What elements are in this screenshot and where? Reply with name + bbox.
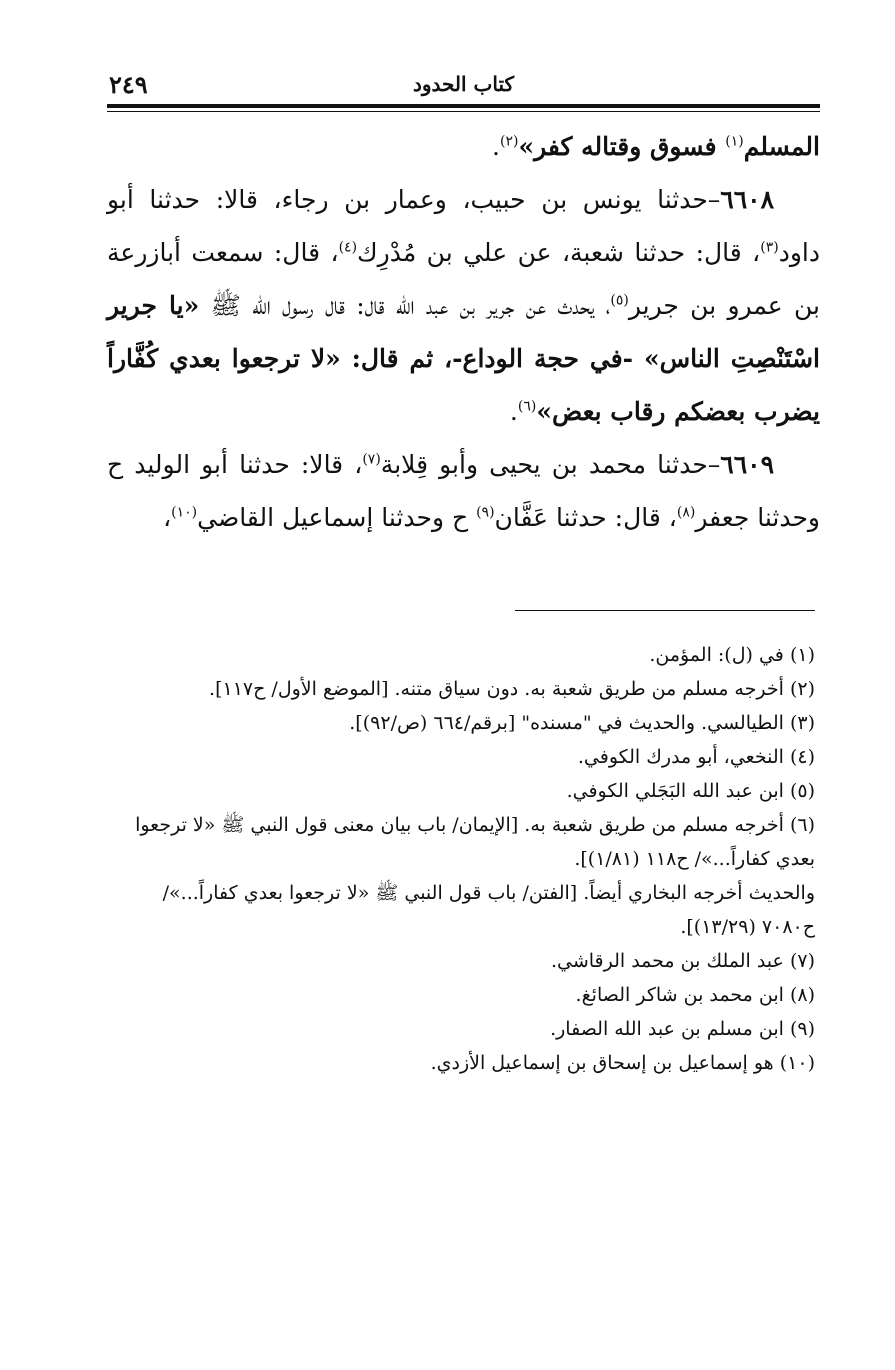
footnote-3 bbox=[105, 706, 815, 740]
footnote-number: (٧) bbox=[789, 950, 815, 972]
footnote-text: ابن محمد بن شاكر الصائغ. bbox=[575, 984, 784, 1006]
hadith-number: ٦٦٠٩ bbox=[720, 450, 774, 479]
text-span: ، bbox=[163, 503, 172, 532]
footnote-separator bbox=[515, 610, 815, 611]
footnote-number: (٤) bbox=[789, 746, 815, 768]
footnote-4 bbox=[105, 740, 815, 774]
footnote-ref: (٢) bbox=[499, 133, 519, 150]
text-span: فسوق وقتاله كفر» bbox=[518, 132, 726, 161]
footnote-text: أخرجه مسلم من طريق شعبة به. [الإيمان/ باب بيان معنى قول النبي ﷺ «لا ترجعوا بعدي كفاراً...»/ ح١١٨ (١/٨١)]. bbox=[135, 814, 815, 870]
footnote-ref: (٧) bbox=[362, 451, 381, 468]
main-text bbox=[107, 120, 820, 544]
text-span: ، قال: سمعت أبازرعة بن عمرو بن جرير bbox=[107, 238, 820, 320]
footnote-2 bbox=[105, 672, 815, 706]
footnote-6-continued bbox=[105, 876, 815, 944]
header-rule-thick bbox=[107, 104, 820, 108]
hadith-6609 bbox=[107, 438, 820, 544]
footnote-ref: (١٠) bbox=[171, 504, 198, 521]
footnote-text: والحديث أخرجه البخاري أيضاً. [الفتن/ باب قول النبي ﷺ «لا ترجعوا بعدي كفاراً...»/ ح٧٠٨٠ (١٣/٢٩)]. bbox=[162, 882, 815, 938]
footnote-text: في (ل): المؤمن. bbox=[649, 644, 784, 666]
running-header bbox=[107, 70, 820, 100]
footnote-5 bbox=[105, 774, 815, 808]
footnote-ref: (٣) bbox=[760, 239, 779, 256]
footnote-ref: (٥) bbox=[610, 292, 629, 309]
footnote-ref: (٤) bbox=[338, 239, 358, 256]
footnote-number: (٦) bbox=[789, 814, 815, 836]
footnote-number: (٩) bbox=[789, 1018, 815, 1040]
footnote-ref: (١) bbox=[725, 133, 744, 150]
footnote-8 bbox=[105, 978, 815, 1012]
hadith-6608 bbox=[107, 173, 820, 438]
running-title: كتاب الحدود bbox=[412, 72, 515, 96]
footnote-1 bbox=[105, 638, 815, 672]
text-span: ، يحدث عن جرير بن عبد الله قال: قال رسول الله ﷺ bbox=[199, 291, 611, 320]
footnotes bbox=[105, 638, 815, 1080]
footnote-text: ابن عبد الله البَجَلي الكوفي. bbox=[566, 780, 784, 802]
footnote-number: (٣) bbox=[789, 712, 815, 734]
footnote-text: النخعي، أبو مدرك الكوفي. bbox=[577, 746, 784, 768]
footnote-6 bbox=[105, 808, 815, 876]
footnote-text: عبد الملك بن محمد الرقاشي. bbox=[550, 950, 784, 972]
header-rule-thin bbox=[107, 111, 820, 112]
footnote-number: (٨) bbox=[789, 984, 815, 1006]
page-number: ٢٤٩ bbox=[109, 70, 148, 99]
text-span: –حدثنا يونس بن حبيب، وعمار بن رجاء، قالا: حدثنا أبو داود bbox=[107, 185, 821, 267]
text-span: –حدثنا محمد بن يحيى وأبو قِلابة bbox=[380, 450, 721, 479]
text-span: ، قال: حدثنا عَفَّان bbox=[494, 503, 677, 532]
text-span: ، قال: حدثنا شعبة، عن علي بن مُدْرِك bbox=[357, 238, 761, 267]
footnote-ref: (٦) bbox=[517, 398, 537, 415]
text-span: ، قالا: حدثنا أبو الوليد ح وحدثنا جعفر bbox=[107, 450, 820, 532]
footnote-9 bbox=[105, 1012, 815, 1046]
text-span: ح وحدثنا إسماعيل القاضي bbox=[197, 503, 477, 532]
footnote-text: هو إسماعيل بن إسحاق بن إسماعيل الأزدي. bbox=[430, 1052, 774, 1074]
text-span: . bbox=[509, 397, 518, 426]
footnote-text: ابن مسلم بن عبد الله الصفار. bbox=[550, 1018, 784, 1040]
footnote-10 bbox=[105, 1046, 815, 1080]
footnote-7 bbox=[105, 944, 815, 978]
footnote-number: (٢) bbox=[789, 678, 815, 700]
hadith-matn: «يا جرير اسْتَنْصِتِ الناس» -في حجة الوداع-، ثم قال: «لا ترجعوا بعدي كُفَّاراً يضرب بعضكم رقاب بعض» bbox=[107, 291, 820, 426]
footnote-ref: (٩) bbox=[476, 504, 495, 521]
footnote-text: أخرجه مسلم من طريق شعبة به. دون سياق متنه. [الموضع الأول/ ح١١٧]. bbox=[209, 678, 784, 700]
footnote-number: (١) bbox=[789, 644, 815, 666]
hadith-number: ٦٦٠٨ bbox=[720, 185, 774, 214]
footnote-number: (١٠) bbox=[779, 1052, 815, 1074]
footnote-text: الطيالسي. والحديث في "مسنده" [برقم/٦٦٤ (ص/٩٢)]. bbox=[349, 712, 784, 734]
footnote-ref: (٨) bbox=[676, 504, 696, 521]
footnote-number: (٥) bbox=[789, 780, 815, 802]
paragraph-continuation bbox=[107, 120, 820, 173]
text-span: . bbox=[492, 132, 500, 161]
text-span: المسلم bbox=[743, 132, 820, 161]
